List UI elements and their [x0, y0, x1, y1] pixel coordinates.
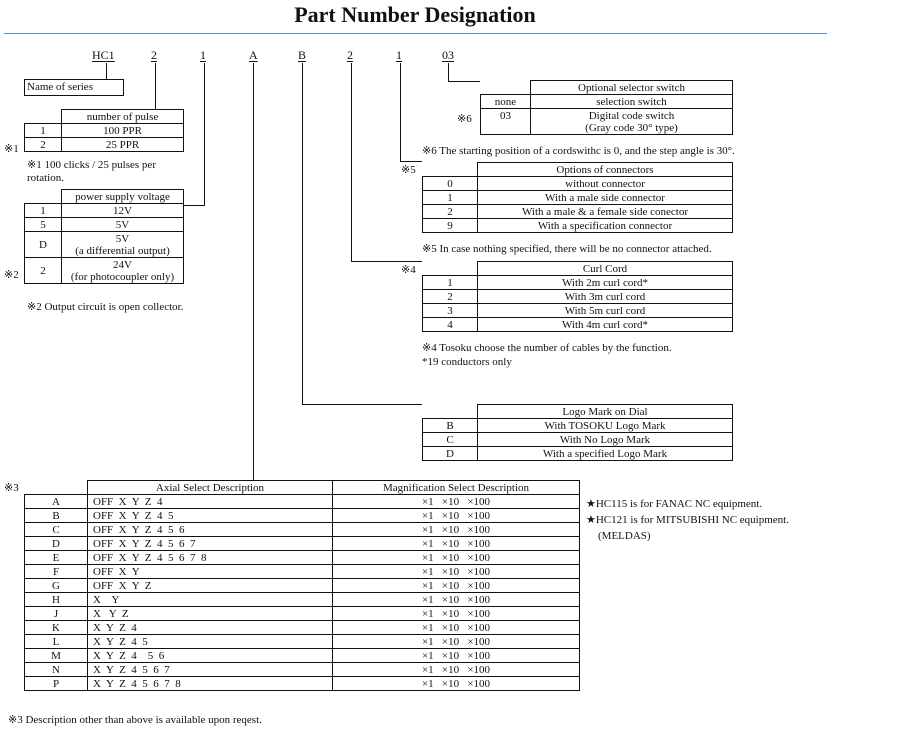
axial-code: C — [25, 523, 88, 537]
axial-code: N — [25, 663, 88, 677]
table-row — [25, 663, 580, 677]
marker-4: ※4 — [401, 264, 416, 276]
side-note-mitsubishi: ★HC121 is for MITSUBISHI NC equipment. — [586, 514, 789, 526]
table-row — [25, 124, 184, 138]
axial-description: OFF X Y Z — [88, 579, 333, 593]
selector-note: ※6 The starting position of a cordswithc is 0, and the step angle is 30°. — [422, 145, 735, 157]
curl-note-2: *19 conductors only — [422, 356, 512, 368]
curl-value: With 3m curl cord — [478, 290, 733, 304]
pulse-value: 25 PPR — [62, 138, 184, 152]
leader-curl-v — [351, 63, 352, 261]
pulse-value: 100 PPR — [62, 124, 184, 138]
marker-6: ※6 — [457, 113, 472, 125]
code-axial: A — [249, 48, 258, 62]
connectors-note: ※5 In case nothing specified, there will be no connector attached. — [422, 243, 712, 255]
table-row — [423, 276, 733, 290]
voltage-code: 1 — [25, 204, 62, 218]
marker-5: ※5 — [401, 164, 416, 176]
voltage-note: ※2 Output circuit is open collector. — [27, 301, 184, 313]
table-row — [423, 447, 733, 461]
axial-header: Axial Select Description — [88, 481, 333, 495]
magnification-description: ×1 ×10 ×100 — [333, 537, 580, 551]
axial-description: OFF X Y Z 4 — [88, 495, 333, 509]
marker-1: ※1 — [4, 143, 19, 155]
table-row — [25, 204, 184, 218]
table-row — [423, 205, 733, 219]
table-row — [25, 523, 580, 537]
axial-code: K — [25, 621, 88, 635]
table-row — [423, 290, 733, 304]
selector-code: 03 — [481, 109, 531, 135]
code-series: HC1 — [92, 48, 115, 62]
connector-code: 1 — [423, 191, 478, 205]
magnification-description: ×1 ×10 ×100 — [333, 523, 580, 537]
axial-note: ※3 Description other than above is available upon reqest. — [8, 714, 262, 726]
logo-value: With a specified Logo Mark — [478, 447, 733, 461]
axial-description: X Y Z 4 5 6 7 8 — [88, 677, 333, 691]
table-row — [423, 191, 733, 205]
pulse-note: ※1 100 clicks / 25 pulses per — [27, 159, 156, 171]
table-row — [25, 537, 580, 551]
leader-logo-h — [302, 404, 422, 405]
pulse-note-2: rotation. — [27, 172, 64, 184]
leader-connector-h — [400, 161, 422, 162]
marker-3: ※3 — [4, 482, 19, 494]
axial-code: F — [25, 565, 88, 579]
axial-description: X Y Z 4 5 — [88, 635, 333, 649]
curl-code: 4 — [423, 318, 478, 332]
curl-value: With 5m curl cord — [478, 304, 733, 318]
logo-value: With No Logo Mark — [478, 433, 733, 447]
axial-code: G — [25, 579, 88, 593]
table-row — [423, 304, 733, 318]
magnification-description: ×1 ×10 ×100 — [333, 621, 580, 635]
connector-value: With a specification connector — [478, 219, 733, 233]
axial-table — [24, 480, 580, 691]
table-row — [25, 579, 580, 593]
table-row — [481, 95, 733, 109]
connector-code: 9 — [423, 219, 478, 233]
table-row — [25, 635, 580, 649]
magnification-description: ×1 ×10 ×100 — [333, 565, 580, 579]
selector-code: none — [481, 95, 531, 109]
connector-value: With a male & a female side conector — [478, 205, 733, 219]
curl-value: With 2m curl cord* — [478, 276, 733, 290]
voltage-code: 2 — [25, 258, 62, 284]
pulse-header: number of pulse — [62, 110, 184, 124]
voltage-header: power supply voltage — [62, 190, 184, 204]
axial-code: A — [25, 495, 88, 509]
table-row — [25, 218, 184, 232]
code-voltage: 1 — [200, 48, 206, 62]
axial-code: L — [25, 635, 88, 649]
side-note-meldas: (MELDAS) — [598, 530, 651, 542]
table-row — [25, 677, 580, 691]
table-row — [423, 433, 733, 447]
table-row — [25, 138, 184, 152]
name-of-series-box: Name of series — [24, 79, 124, 96]
connectors-header: Options of connectors — [478, 163, 733, 177]
magnification-description: ×1 ×10 ×100 — [333, 607, 580, 621]
axial-description: OFF X Y Z 4 5 6 7 8 — [88, 551, 333, 565]
connector-value: With a male side connector — [478, 191, 733, 205]
table-row — [481, 109, 733, 135]
axial-code: E — [25, 551, 88, 565]
selector-table — [480, 80, 733, 135]
axial-code: H — [25, 593, 88, 607]
table-row — [25, 565, 580, 579]
axial-description: OFF X Y Z 4 5 6 7 — [88, 537, 333, 551]
leader-selector-v — [448, 63, 449, 81]
logo-code: C — [423, 433, 478, 447]
leader-series — [106, 63, 107, 79]
magnification-description: ×1 ×10 ×100 — [333, 579, 580, 593]
voltage-code: 5 — [25, 218, 62, 232]
code-selector: 03 — [442, 48, 454, 62]
magnification-description: ×1 ×10 ×100 — [333, 509, 580, 523]
axial-code: M — [25, 649, 88, 663]
curl-code: 2 — [423, 290, 478, 304]
voltage-table — [24, 189, 184, 284]
logo-code: B — [423, 419, 478, 433]
pulse-code: 1 — [25, 124, 62, 138]
pulse-code: 2 — [25, 138, 62, 152]
table-row — [25, 258, 184, 284]
selector-value: selection switch — [531, 95, 733, 109]
leader-logo-v — [302, 63, 303, 404]
magnification-description: ×1 ×10 ×100 — [333, 649, 580, 663]
code-connector: 1 — [396, 48, 402, 62]
curl-note: ※4 Tosoku choose the number of cables by the function. — [422, 342, 672, 354]
table-row — [423, 177, 733, 191]
magnification-description: ×1 ×10 ×100 — [333, 635, 580, 649]
leader-curl-h — [351, 261, 422, 262]
leader-connector-v — [400, 63, 401, 161]
table-row — [25, 509, 580, 523]
leader-voltage-h — [184, 205, 205, 206]
table-row — [423, 419, 733, 433]
selector-header: Optional selector switch — [531, 81, 733, 95]
axial-code: B — [25, 509, 88, 523]
axial-description: OFF X Y Z 4 5 6 — [88, 523, 333, 537]
magnification-description: ×1 ×10 ×100 — [333, 593, 580, 607]
table-row — [25, 649, 580, 663]
leader-pulse — [155, 63, 156, 109]
logo-value: With TOSOKU Logo Mark — [478, 419, 733, 433]
magnification-description: ×1 ×10 ×100 — [333, 663, 580, 677]
logo-code: D — [423, 447, 478, 461]
voltage-value: 5V (a differential output) — [62, 232, 184, 258]
logo-table — [422, 404, 733, 461]
logo-header: Logo Mark on Dial — [478, 405, 733, 419]
table-row — [25, 621, 580, 635]
code-curl: 2 — [347, 48, 353, 62]
table-row — [25, 232, 184, 258]
axial-description: X Y Z 4 — [88, 621, 333, 635]
curl-value: With 4m curl cord* — [478, 318, 733, 332]
code-logo: B — [298, 48, 307, 62]
table-row — [25, 593, 580, 607]
magnification-header: Magnification Select Description — [333, 481, 580, 495]
connectors-table — [422, 162, 733, 233]
axial-description: X Y Z 4 5 6 — [88, 649, 333, 663]
leader-selector-h — [448, 81, 480, 82]
title-divider — [4, 33, 827, 34]
axial-description: OFF X Y Z 4 5 — [88, 509, 333, 523]
connector-code: 0 — [423, 177, 478, 191]
table-row — [25, 607, 580, 621]
selector-value: Digital code switch (Gray code 30° type) — [531, 109, 733, 135]
axial-code: D — [25, 537, 88, 551]
voltage-value: 5V — [62, 218, 184, 232]
code-pulse: 2 — [151, 48, 157, 62]
table-row — [25, 495, 580, 509]
pulse-table — [24, 109, 184, 152]
leader-axial — [253, 63, 254, 480]
page-title: Part Number Designation — [294, 2, 536, 27]
curl-code: 3 — [423, 304, 478, 318]
voltage-code: D — [25, 232, 62, 258]
magnification-description: ×1 ×10 ×100 — [333, 495, 580, 509]
axial-description: X Y Z — [88, 607, 333, 621]
axial-code: J — [25, 607, 88, 621]
curl-header: Curl Cord — [478, 262, 733, 276]
table-row — [423, 219, 733, 233]
axial-code: P — [25, 677, 88, 691]
magnification-description: ×1 ×10 ×100 — [333, 677, 580, 691]
magnification-description: ×1 ×10 ×100 — [333, 551, 580, 565]
voltage-value: 24V (for photocoupler only) — [62, 258, 184, 284]
voltage-value: 12V — [62, 204, 184, 218]
marker-2: ※2 — [4, 269, 19, 281]
connector-value: without connector — [478, 177, 733, 191]
side-note-fanac: ★HC115 is for FANAC NC equipment. — [586, 498, 763, 510]
connector-code: 2 — [423, 205, 478, 219]
axial-description: X Y — [88, 593, 333, 607]
curl-table — [422, 261, 733, 332]
axial-description: OFF X Y — [88, 565, 333, 579]
table-row — [25, 551, 580, 565]
axial-description: X Y Z 4 5 6 7 — [88, 663, 333, 677]
table-row — [423, 318, 733, 332]
curl-code: 1 — [423, 276, 478, 290]
leader-voltage-v — [204, 63, 205, 205]
